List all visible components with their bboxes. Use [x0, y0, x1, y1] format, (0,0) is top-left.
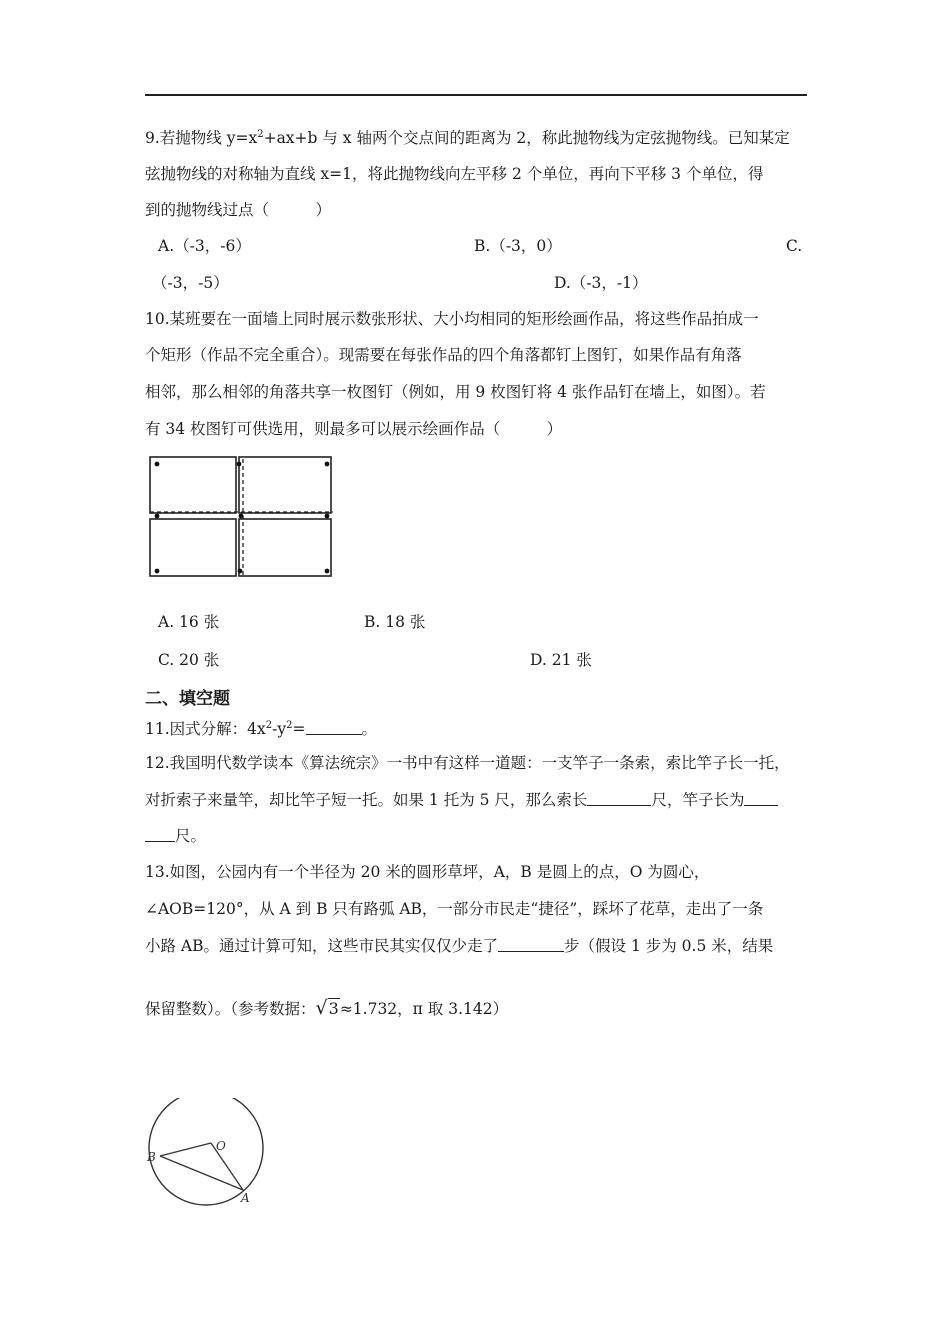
- pinned-artworks-figure: [147, 454, 339, 580]
- q13-line4: 保留整数）。（参考数据：√3≈1.732，π 取 3.142）: [145, 997, 509, 1019]
- q12-pole-length-blank-cont[interactable]: [145, 826, 175, 842]
- q12-pole-length-blank[interactable]: [744, 790, 778, 806]
- q13-line2: ∠AOB=120°，从 A 到 B 只有路弧 AB，一部分市民走“捷径”，踩坏了花草，走出了一条: [145, 900, 764, 918]
- q12-line3: 尺。: [145, 826, 206, 846]
- q10-line2: 个矩形（作品不完全重合）。现需要在每张作品的四个角落都钉上图钉，如果作品有角落: [145, 346, 742, 364]
- q10-line3: 相邻，那么相邻的角落共享一枚图钉（例如，用 9 枚图钉将 4 张作品钉在墙上，如图）。若: [145, 383, 766, 401]
- q12-line2: 对折索子来量竿，却比竿子短一托。如果 1 托为 5 尺，那么索长 尺，竿子长为: [145, 790, 778, 810]
- q11-line: 11.因式分解：$4x^2-y^2=$ 。: [145, 720, 378, 738]
- q10-option-a[interactable]: A. 16 张: [158, 613, 220, 631]
- q9-option-c-label[interactable]: C.: [786, 237, 803, 255]
- q13-line1: 13.如图，公园内有一个半径为 20 米的圆形草坪，A，B 是圆上的点，O 为圆心，: [145, 863, 710, 881]
- q9-option-d[interactable]: D.（-3，-1）: [554, 274, 648, 292]
- q10-option-b[interactable]: B. 18 张: [364, 613, 426, 631]
- q10-line1: 10.某班要在一面墙上同时展示数张形状、大小均相同的矩形绘画作品，将这些作品拍成一: [145, 310, 759, 328]
- q11-answer-blank[interactable]: [306, 719, 362, 735]
- q12-line1: 12.我国明代数学读本《算法统宗》一书中有这样一道题：一支竿子一条索，索比竿子长一托，: [145, 754, 790, 772]
- sqrt-symbol: √3: [315, 997, 339, 1019]
- svg-text:A: A: [241, 1191, 250, 1205]
- q12-rope-length-blank[interactable]: [587, 790, 651, 806]
- q10-option-c[interactable]: C. 20 张: [158, 651, 220, 669]
- top-rule: [145, 94, 807, 96]
- q9-line3: 到的抛物线过点（ ）: [145, 201, 332, 219]
- section-title-fill-in: 二、填空题: [145, 689, 230, 709]
- q9-line2: 弦抛物线的对称轴为直线 x=1，将此抛物线向左平移 2 个单位，再向下平移 3 个单位，得: [145, 165, 764, 183]
- q13-steps-blank[interactable]: [498, 936, 564, 952]
- q9-option-a[interactable]: A.（-3，-6）: [158, 237, 251, 255]
- q9-line1: 9.若抛物线 $y=x^2+ax+b$ 与 x 轴两个交点间的距离为 2，称此抛物线为定弦抛物线。已知某定: [145, 129, 790, 147]
- q10-line4: 有 34 枚图钉可供选用，则最多可以展示绘画作品（ ）: [145, 420, 563, 438]
- svg-text:B: B: [147, 1150, 156, 1164]
- q9-option-b[interactable]: B.（-3，0）: [474, 237, 562, 255]
- q13-line3: 小路 AB。通过计算可知，这些市民其实仅仅少走了 步（假设 1 步为 0.5 米，结果: [145, 937, 774, 955]
- circle-park-figure: [145, 1098, 275, 1206]
- q9-option-c-value[interactable]: （-3，-5）: [152, 274, 229, 292]
- svg-text:O: O: [216, 1139, 226, 1153]
- q10-option-d[interactable]: D. 21 张: [530, 651, 592, 669]
